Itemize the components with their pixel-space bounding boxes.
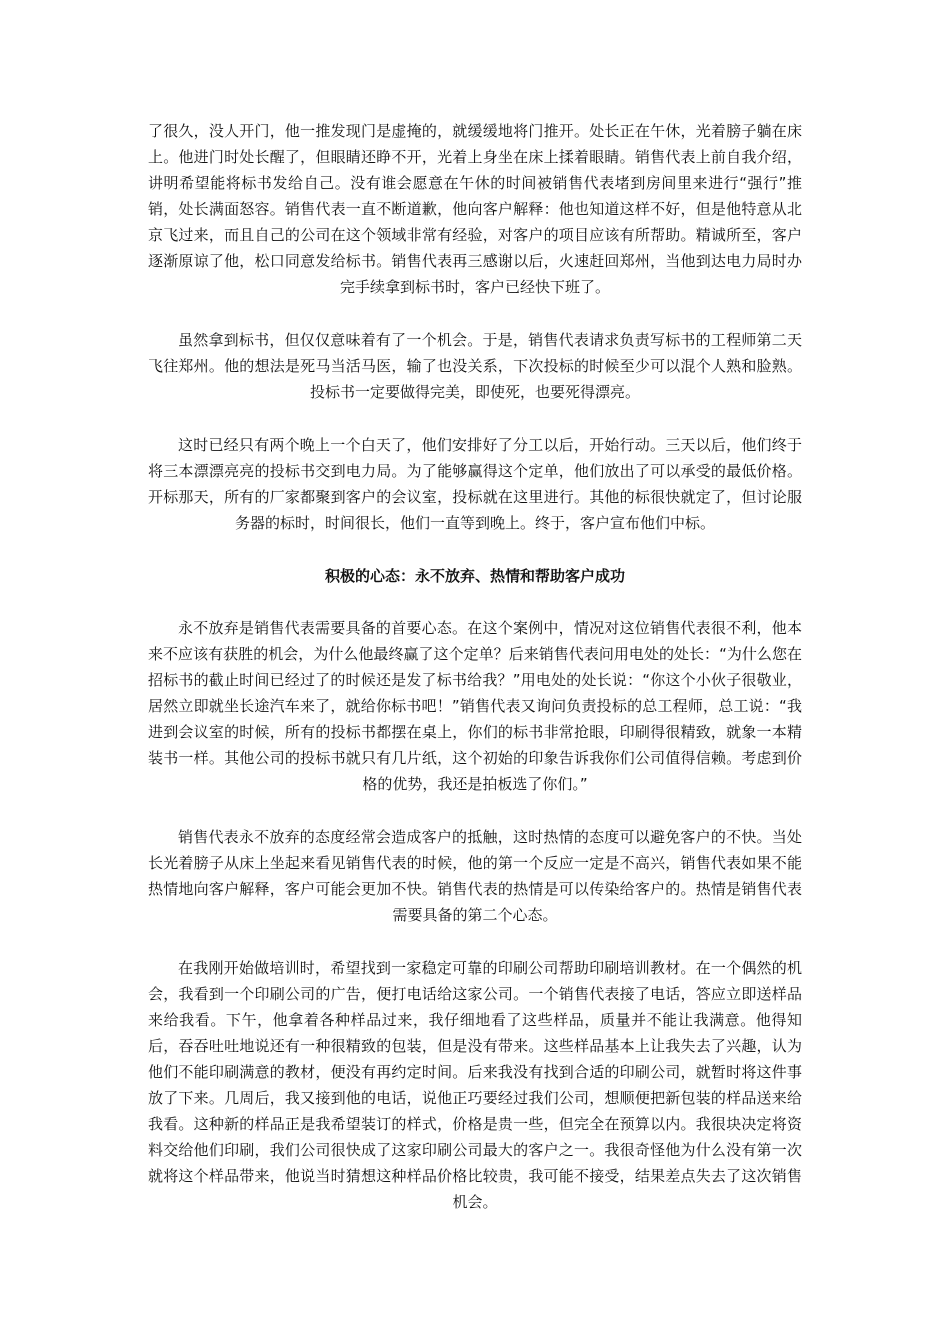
- paragraph-6: 在我刚开始做培训时，希望找到一家稳定可靠的印刷公司帮助印刷培训教材。在一个偶然的机会，我看到一个印刷公司的广告，便打电话给这家公司。一个销售代表接了电话，答应立即送样品来给我看。下午，他拿着各种样品过来，我仔细地看了这些样品，质量并不能让我满意。他得知后，吞吞吐吐地说还有一种很精致的包装，但是没有带来。这些样品基本上让我失去了兴趣，认为他们不能印刷满意的教材，便没有再约定时间。后来我没有找到合适的印刷公司，就暂时将这件事放了下来。几周后，我又接到他的电话，说他正巧要经过我们公司，想顺便把新包装的样品送来给我看。这种新的样品正是我希望装订的样式，价格是贵一些，但完全在预算以内。我很块决定将资料交给他们印刷，我们公司很快成了这家印刷公司最大的客户之一。我很奇怪他为什么没有第一次就将这个样品带来，他说当时猜想这种样品价格比较贵，我可能不接受，结果差点失去了这次销售机会。: [148, 959, 802, 1211]
- document-page: [148, 118, 802, 1242]
- paragraph-5: 销售代表永不放弃的态度经常会造成客户的抵触，这时热情的态度可以避免客户的不快。当处长光着膀子从床上坐起来看见销售代表的时候，他的第一个反应一定是不高兴，销售代表如果不能热情地向客户解释，客户可能会更加不快。销售代表的热情是可以传染给客户的。热情是销售代表需要具备的第二个心态。: [148, 828, 802, 924]
- paragraph-3: 这时已经只有两个晚上一个白天了，他们安排好了分工以后，开始行动。三天以后，他们终于将三本漂漂亮亮的投标书交到电力局。为了能够赢得这个定单，他们放出了可以承受的最低价格。开标那天，所有的厂家都聚到客户的会议室，投标就在这里进行。其他的标很快就定了，但讨论服务器的标时，时间很长，他们一直等到晚上。终于，客户宣布他们中标。: [148, 436, 802, 532]
- paragraph-2: 虽然拿到标书，但仅仅意味着有了一个机会。于是，销售代表请求负责写标书的工程师第二天飞往郑州。他的想法是死马当活马医，输了也没关系，下次投标的时候至少可以混个人熟和脸熟。投标书一定要做得完美，即使死，也要死得漂亮。: [148, 331, 802, 401]
- section-heading: 积极的心态：永不放弃、热情和帮助客户成功: [324, 567, 625, 585]
- paragraph-1: 了很久，没人开门，他一推发现门是虚掩的，就缓缓地将门推开。处长正在午休，光着膀子躺在床上。他进门时处长醒了，但眼睛还睁不开，光着上身坐在床上揉着眼睛。销售代表上前自我介绍，讲明希望能将标书发给自己。没有谁会愿意在午休的时间被销售代表堵到房间里来进行“强行”推销，处长满面怒容。销售代表一直不断道歉，他向客户解释：他也知道这样不好，但是他特意从北京飞过来，而且自己的公司在这个领域非常有经验，对客户的项目应该有所帮助。精诚所至，客户逐渐原谅了他，松口同意发给标书。销售代表再三感谢以后，火速赶回郑州，当他到达电力局时办完手续拿到标书时，客户已经快下班了。: [148, 122, 802, 296]
- paragraph-4: 永不放弃是销售代表需要具备的首要心态。在这个案例中，情况对这位销售代表很不利，他本来不应该有获胜的机会，为什么他最终赢了这个定单？后来销售代表问用电处的处长：“为什么您在招标书的截止时间已经过了的时候还是发了标书给我？”用电处的处长说：“你这个小伙子很敬业，居然立即就坐长途汽车来了，就给你标书吧！”销售代表又询问负责投标的总工程师，总工说：“我进到会议室的时候，所有的投标书都摆在桌上，你们的标书非常抢眼，印刷得很精致，就象一本精装书一样。其他公司的投标书就只有几片纸，这个初始的印象告诉我你们公司值得信赖。考虑到价格的优势，我还是拍板选了你们。”: [148, 619, 802, 793]
